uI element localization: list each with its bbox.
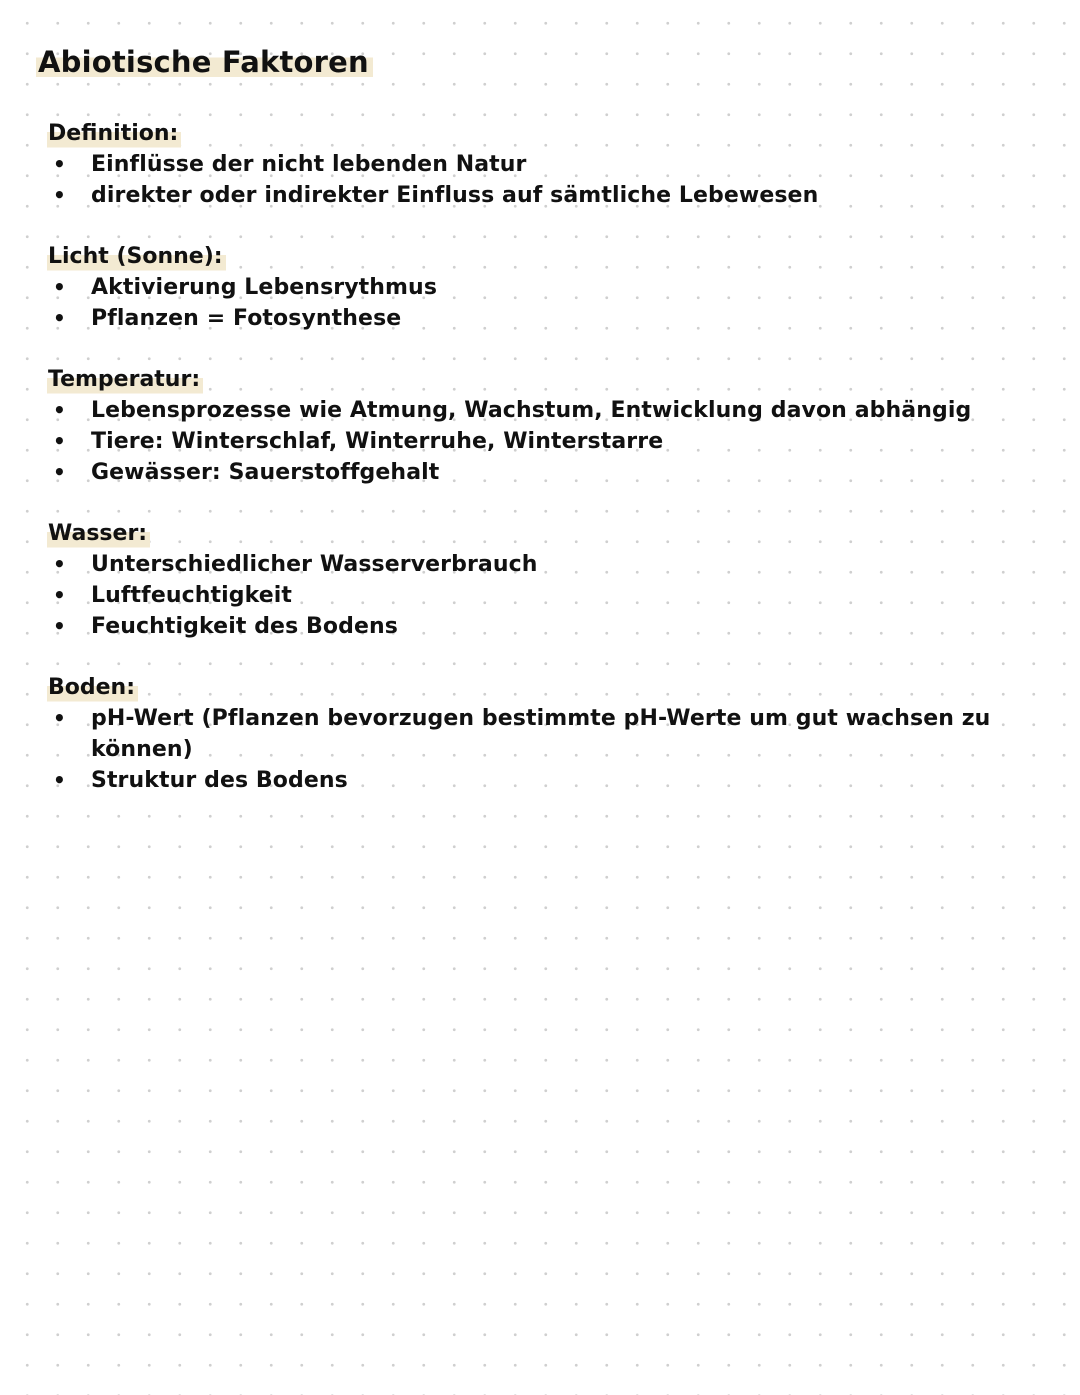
list-item-text: direkter oder indirekter Einfluss auf sämtliche Lebewesen <box>91 183 819 208</box>
section-temperatur <box>47 364 1047 488</box>
bullet-icon: • <box>53 614 66 638</box>
title-block <box>36 44 373 80</box>
list-item <box>47 611 1047 642</box>
list-item-text: Gewässer: Sauerstoffgehalt <box>91 460 440 485</box>
list-item-text: Lebensprozesse wie Atmung, Wachstum, Entwicklung davon abhängig <box>91 398 972 423</box>
list-item-text: Unterschiedlicher Wasserverbrauch <box>91 552 538 577</box>
section-heading: Boden: <box>47 672 138 703</box>
section-licht <box>47 241 1047 334</box>
list-item-text: pH-Wert (Pflanzen bevorzugen bestimmte pH-Werte um gut wachsen zu können) <box>91 706 991 762</box>
list-item <box>47 149 1047 180</box>
bullet-icon: • <box>53 152 66 176</box>
list-item <box>47 272 1047 303</box>
sections-container <box>47 118 1047 826</box>
section-heading: Wasser: <box>47 518 150 549</box>
section-boden <box>47 672 1047 796</box>
list-item <box>47 580 1047 611</box>
section-heading: Definition: <box>47 118 181 149</box>
list-item <box>47 457 1047 488</box>
section-definition <box>47 118 1047 211</box>
list-item <box>47 180 1047 211</box>
bullet-icon: • <box>53 398 66 422</box>
list-item-text: Aktivierung Lebensrythmus <box>91 275 438 300</box>
bullet-icon: • <box>53 460 66 484</box>
bullet-icon: • <box>53 306 66 330</box>
list-item <box>47 395 1047 426</box>
bullet-list <box>47 272 1047 334</box>
list-item <box>47 549 1047 580</box>
bullet-icon: • <box>53 275 66 299</box>
list-item-text: Tiere: Winterschlaf, Winterruhe, Winterstarre <box>91 429 664 454</box>
list-item-text: Pflanzen = Fotosynthese <box>91 306 402 331</box>
section-wasser <box>47 518 1047 642</box>
bullet-icon: • <box>53 768 66 792</box>
bullet-icon: • <box>53 583 66 607</box>
bullet-list <box>47 703 1047 796</box>
bullet-list <box>47 395 1047 488</box>
list-item-text: Struktur des Bodens <box>91 768 348 793</box>
bullet-icon: • <box>53 429 66 453</box>
bullet-list <box>47 149 1047 211</box>
bullet-icon: • <box>53 183 66 207</box>
bullet-icon: • <box>53 552 66 576</box>
list-item <box>47 426 1047 457</box>
section-heading: Temperatur: <box>47 364 203 395</box>
list-item <box>47 303 1047 334</box>
list-item-text: Einflüsse der nicht lebenden Natur <box>91 152 527 177</box>
list-item-text: Feuchtigkeit des Bodens <box>91 614 398 639</box>
list-item <box>47 765 1047 796</box>
page-title: Abiotische Faktoren <box>36 44 373 80</box>
list-item-text: Luftfeuchtigkeit <box>91 583 293 608</box>
section-heading: Licht (Sonne): <box>47 241 226 272</box>
bullet-icon: • <box>53 706 66 730</box>
bullet-list <box>47 549 1047 642</box>
list-item <box>47 703 1047 765</box>
